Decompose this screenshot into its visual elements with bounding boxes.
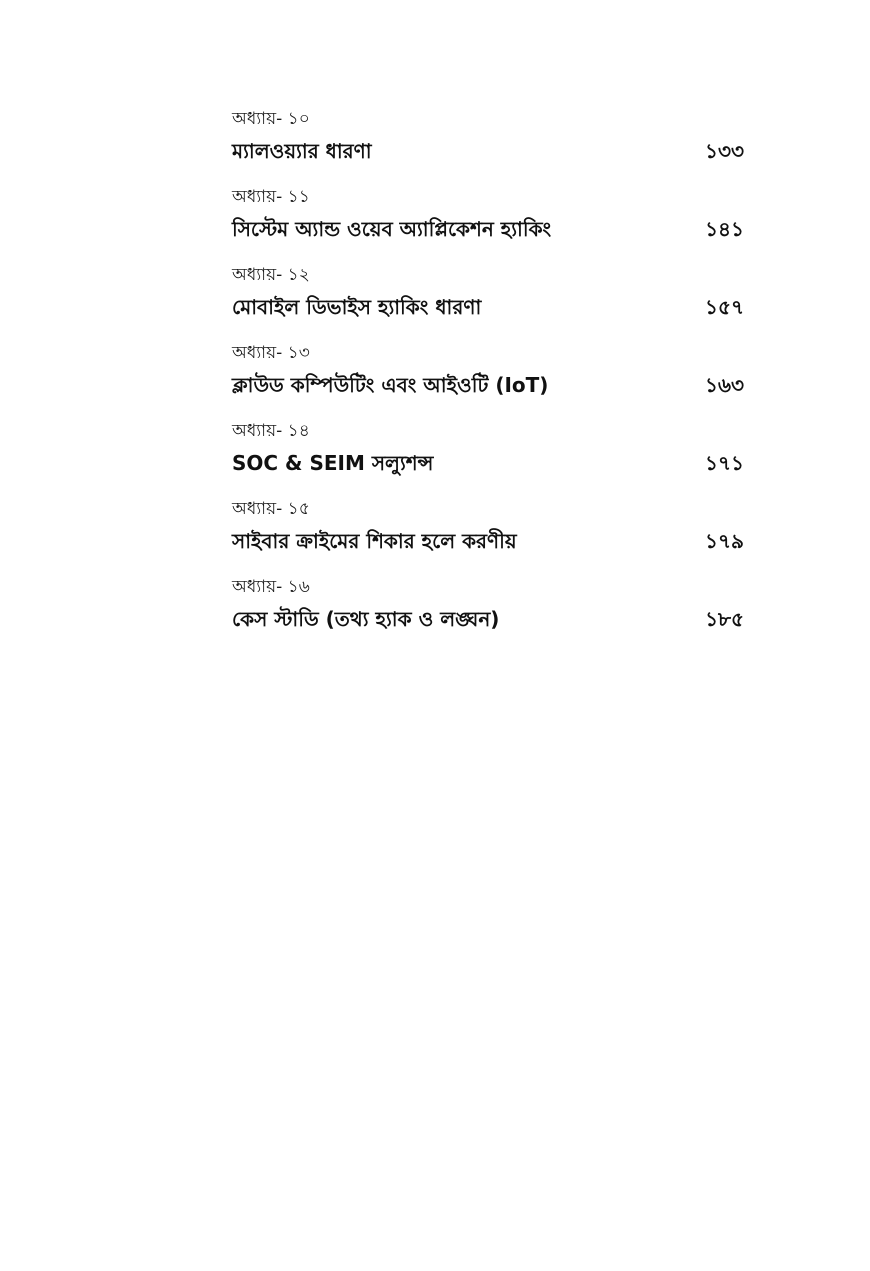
toc-row (232, 138, 744, 164)
chapter-title: সিস্টেম অ্যান্ড ওয়েব অ্যাপ্লিকেশন হ্যাকিং (232, 217, 552, 241)
toc-entry (232, 186, 744, 242)
page-number: ১৬৩ (705, 373, 744, 397)
toc-row (232, 216, 744, 242)
toc-entry (232, 342, 744, 398)
page-number: ১৫৭ (705, 295, 744, 319)
chapter-title: ক্লাউড কম্পিউটিং এবং আইওটি (IoT) (232, 373, 549, 397)
chapter-label: অধ্যায়- ১৩ (232, 343, 310, 363)
chapter-title: SOC & SEIM সল্যুশন্স (232, 451, 434, 475)
chapter-label: অধ্যায়- ১৪ (232, 421, 310, 441)
chapter-title: সাইবার ক্রাইমের শিকার হলে করণীয় (232, 529, 517, 553)
toc-row (232, 372, 744, 398)
page-number: ১৪১ (705, 217, 744, 241)
chapter-title: কেস স্টাডি (তথ্য হ্যাক ও লঙ্ঘন) (232, 607, 500, 631)
chapter-title: ম্যালওয়্যার ধারণা (232, 139, 372, 163)
toc-entry (232, 498, 744, 554)
toc-row (232, 528, 744, 554)
chapter-label: অধ্যায়- ১১ (232, 187, 310, 207)
table-of-contents (232, 108, 744, 654)
toc-row (232, 450, 744, 476)
chapter-label: অধ্যায়- ১৬ (232, 577, 310, 597)
chapter-title: মোবাইল ডিভাইস হ্যাকিং ধারণা (232, 295, 482, 319)
toc-entry (232, 420, 744, 476)
chapter-label: অধ্যায়- ১২ (232, 265, 310, 285)
toc-row (232, 294, 744, 320)
page-number: ১৭১ (705, 451, 744, 475)
page-number: ১৮৫ (705, 607, 744, 631)
page-number: ১৭৯ (705, 529, 744, 553)
chapter-label: অধ্যায়- ১০ (232, 109, 310, 129)
chapter-label: অধ্যায়- ১৫ (232, 499, 310, 519)
toc-entry (232, 264, 744, 320)
toc-entry (232, 576, 744, 632)
toc-entry (232, 108, 744, 164)
toc-row (232, 606, 744, 632)
page-number: ১৩৩ (705, 139, 744, 163)
